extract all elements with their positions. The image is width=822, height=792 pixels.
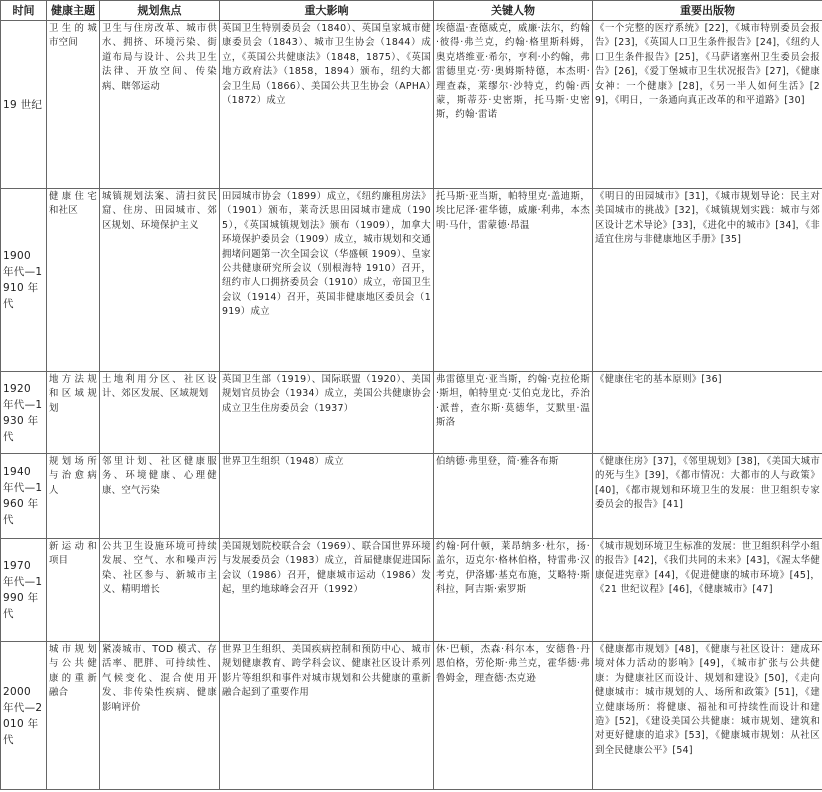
theme-cell: 健康住宅和社区 xyxy=(47,189,100,372)
table-row xyxy=(1,21,822,189)
people-cell: 弗雷德里克·亚当斯，约翰·克拉伦斯·斯坦，帕特里克·艾伯克龙比，乔治·派普，查尔斯·莫德华，艾默里·温斯洛 xyxy=(434,372,593,454)
header-impact: 重大影响 xyxy=(220,1,434,21)
impact-cell: 英国卫生部（1919）、国际联盟（1920）、美国规划官员协会（1934）成立，美国公共健康协会成立卫生住房委员会（1937） xyxy=(220,372,434,454)
era-cell: 1900 年代—1910 年代 xyxy=(1,189,47,372)
table-row xyxy=(1,189,822,372)
table-row xyxy=(1,539,822,642)
focus-cell: 邻里计划、社区健康服务、环境健康、心理健康、空气污染 xyxy=(100,454,220,539)
header-pubs: 重要出版物 xyxy=(593,1,822,21)
theme-cell: 地方法规和区域规划 xyxy=(47,372,100,454)
people-cell: 伯纳德·弗里登，简·雅各布斯 xyxy=(434,454,593,539)
table-row xyxy=(1,642,822,790)
impact-cell: 美国规划院校联合会（1969）、联合国世界环境与发展委员会（1983）成立，首届健康促进国际会议（1986）召开，健康城市运动（1986）发起，里约地球峰会召开（1992） xyxy=(220,539,434,642)
people-cell: 埃德温·查德威克，威廉·法尔，约翰·彼得·弗兰克，约翰·格里斯科姆，奥克塔维亚·希尔，亨利·小约翰，弗雷德里克·劳·奥姆斯特德，本杰明·理查森，莱缪尔·沙特克，约翰·西蒙，斯蒂芬·史密斯，托马斯·史密斯，约翰·雷诺 xyxy=(434,21,593,189)
pubs-cell: 《城市规划环境卫生标准的发展：世卫组织科学小组的报告》[42]，《我们共同的未来》[43]，《渥太华健康促进宪章》[44]，《促进健康的城市环境》[45]，《21 世纪议程》[46]，《健康城市》[47] xyxy=(593,539,822,642)
header-row xyxy=(1,1,822,21)
pubs-cell: 《健康住宅的基本原则》[36] xyxy=(593,372,822,454)
pubs-cell: 《明日的田园城市》[31]，《城市规划导论：民主对美国城市的挑战》[32]，《城镇规划实践：城市与郊区设计艺术导论》[33]，《进化中的城市》[34]，《非适宜住房与非健康地区手册》[35] xyxy=(593,189,822,372)
pubs-cell: 《健康都市规划》[48]，《健康与社区设计：建成环境对体力活动的影响》[49]，《城市扩张与公共健康：为健康社区而设计、规划和建设》[50]，《走向健康城市：城市规划的人、场所和政策》[51]，《建立健康场所：将健康、福祉和可持续性而设计和建造》[52]，《建设美国公共健康：城市规划、建筑和对更好健康的追求》[53]，《健康城市规划：从社区到全民健康公平》[54] xyxy=(593,642,822,790)
era-cell: 1970 年代—1990 年代 xyxy=(1,539,47,642)
table-row xyxy=(1,372,822,454)
theme-cell: 城市规划与公共健康的重新融合 xyxy=(47,642,100,790)
table-row xyxy=(1,454,822,539)
impact-cell: 世界卫生组织、美国疾病控制和预防中心、城市规划健康教育、跨学科会议、健康社区设计系列影片等组织和事件对城市规划和公共健康的重新融合起到了重要作用 xyxy=(220,642,434,790)
theme-cell: 卫生的城市空间 xyxy=(47,21,100,189)
focus-cell: 公共卫生设施环境可持续发展、空气、水和噪声污染、社区参与、新城市主义、精明增长 xyxy=(100,539,220,642)
header-focus: 规划焦点 xyxy=(100,1,220,21)
pubs-cell: 《一个完整的医疗系统》[22]，《城市特别委员会报告》[23]，《英国人口卫生条件报告》[24]，《纽约人口卫生条件报告》[25]，《马萨诸塞州卫生委员会报告》[26]，《爱丁堡城市卫生状况报告》[27]，《健康女神：一个健康》[28]，《另一半人如何生活》[29]，《明日，一条通向真正改革的和平道路》[30] xyxy=(593,21,822,189)
focus-cell: 卫生与住房改革、城市供水、拥挤、环境污染、街道布局与设计、公共卫生法律、开放空间、传染病、瞎邻运动 xyxy=(100,21,220,189)
focus-cell: 城镇规划法案、清扫贫民窟、住房、田园城市、郊区规划、环境保护主义 xyxy=(100,189,220,372)
focus-cell: 紧凑城市、TOD 模式、存活率、肥胖、可持续性、气候变化、混合使用开发、非传染性疾病、健康影响评价 xyxy=(100,642,220,790)
people-cell: 休·巴顿，杰森·科尔本，安德鲁·丹恩伯格，劳伦斯·弗兰克，霍华德·弗鲁姆金，理查德·杰克逊 xyxy=(434,642,593,790)
era-cell: 1940 年代—1960 年代 xyxy=(1,454,47,539)
impact-cell: 英国卫生特别委员会（1840）、英国皇家城市健康委员会（1843）、城市卫生协会（1844）成立，《英国公共健康法》（1848，1875）、《英国地方政府法》（1858，1894）颁布，纽约大都会卫生局（1866）、美国公共卫生协会（APHA）（1872）成立 xyxy=(220,21,434,189)
people-cell: 约翰·阿什顿，莱昂纳多·杜尔，扬·盖尔，迈克尔·格林伯格，特雷弗·汉考克，伊洛娜·基克布施，艾略特·斯科拉，阿吉斯·索罗斯 xyxy=(434,539,593,642)
header-people: 关键人物 xyxy=(434,1,593,21)
header-time: 时间 xyxy=(1,1,47,21)
era-cell: 2000 年代—2010 年代 xyxy=(1,642,47,790)
impact-cell: 田园城市协会（1899）成立，《纽约廉租房法》（1901）颁布，莱奇沃思田园城市建成（1905），《英国城镇规划法》颁布（1909），加拿大环境保护委员会（1909）成立，城市规划和交通拥堵问题第一次全国会议（华盛顿 1909）、皇家公共健康研究所会议（别根海特 1910）召开，纽约市人口拥挤委员会（1910）成立，帝国卫生会议（1914）召开，英国非健康地区委员会（1919）成立 xyxy=(220,189,434,372)
focus-cell: 土地利用分区、社区设计、郊区发展、区域规划 xyxy=(100,372,220,454)
header-theme: 健康主题 xyxy=(47,1,100,21)
people-cell: 托马斯·亚当斯，帕特里克·盖迪斯，埃比尼泽·霍华德，威廉·利弗，本杰明·马什，雷蒙德·昂温 xyxy=(434,189,593,372)
era-cell: 19 世纪 xyxy=(1,21,47,189)
theme-cell: 规划场所与治愈病人 xyxy=(47,454,100,539)
pubs-cell: 《健康住房》[37]，《邻里规划》[38]，《美国大城市的死与生》[39]，《都市情况：大都市的人与政策》[40]，《都市规划和环境卫生的发展：世卫组织专家委员会的报告》[41] xyxy=(593,454,822,539)
era-cell: 1920 年代—1930 年代 xyxy=(1,372,47,454)
impact-cell: 世界卫生组织（1948）成立 xyxy=(220,454,434,539)
theme-cell: 新运动和项目 xyxy=(47,539,100,642)
